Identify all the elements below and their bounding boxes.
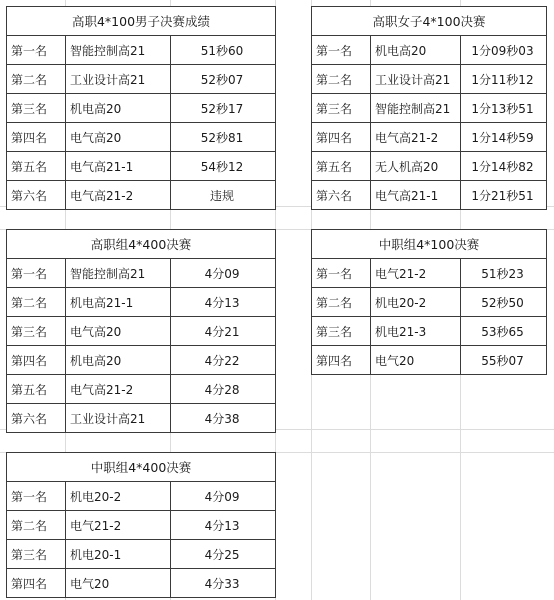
- table-row: [7, 94, 276, 123]
- table-title: 中职组4*400决赛: [7, 453, 276, 482]
- team-cell: 电气高21-1: [371, 181, 461, 210]
- team-cell: 工业设计高21: [371, 65, 461, 94]
- table-row: [312, 259, 547, 288]
- rank-cell: 第三名: [312, 94, 371, 123]
- table-row: [7, 317, 276, 346]
- rank-cell: 第四名: [7, 569, 66, 598]
- team-cell: 机电高20: [371, 36, 461, 65]
- table-row: [312, 94, 547, 123]
- table-row: [7, 569, 276, 598]
- rank-cell: 第二名: [312, 288, 371, 317]
- rank-cell: 第三名: [7, 94, 66, 123]
- time-cell: 52秒50: [461, 288, 547, 317]
- table-row: [312, 317, 547, 346]
- table-row: [7, 36, 276, 65]
- team-cell: 电气高21-2: [66, 375, 171, 404]
- team-cell: 机电20-1: [66, 540, 171, 569]
- table-row: [7, 152, 276, 181]
- rank-cell: 第三名: [7, 317, 66, 346]
- rank-cell: 第六名: [7, 404, 66, 433]
- rank-cell: 第一名: [7, 259, 66, 288]
- time-cell: 4分09: [171, 482, 276, 511]
- rank-cell: 第四名: [7, 123, 66, 152]
- rank-cell: 第一名: [312, 36, 371, 65]
- rank-cell: 第二名: [7, 288, 66, 317]
- time-cell: 4分21: [171, 317, 276, 346]
- team-cell: 电气20: [66, 569, 171, 598]
- team-cell: 机电高21-1: [66, 288, 171, 317]
- rank-cell: 第二名: [7, 65, 66, 94]
- rank-cell: 第三名: [7, 540, 66, 569]
- team-cell: 电气高20: [66, 123, 171, 152]
- results-table-high-men-4x100: [6, 6, 276, 210]
- table-row: [7, 375, 276, 404]
- table-row: [7, 404, 276, 433]
- team-cell: 智能控制高21: [371, 94, 461, 123]
- team-cell: 电气高21-1: [66, 152, 171, 181]
- table-row: [312, 123, 547, 152]
- table-row: [7, 65, 276, 94]
- table-row: [7, 181, 276, 210]
- time-cell: 4分33: [171, 569, 276, 598]
- rank-cell: 第四名: [7, 346, 66, 375]
- team-cell: 机电20-2: [66, 482, 171, 511]
- time-cell: 4分38: [171, 404, 276, 433]
- team-cell: 工业设计高21: [66, 404, 171, 433]
- table-row: [7, 540, 276, 569]
- team-cell: 工业设计高21: [66, 65, 171, 94]
- rank-cell: 第五名: [7, 152, 66, 181]
- team-cell: 电气高21-2: [66, 181, 171, 210]
- rank-cell: 第六名: [7, 181, 66, 210]
- time-cell: 4分13: [171, 288, 276, 317]
- table-title: 高职组4*400决赛: [7, 230, 276, 259]
- team-cell: 电气高20: [66, 317, 171, 346]
- time-cell: 54秒12: [171, 152, 276, 181]
- time-cell: 1分09秒03: [461, 36, 547, 65]
- time-cell: 1分11秒12: [461, 65, 547, 94]
- rank-cell: 第一名: [7, 482, 66, 511]
- table-row: [312, 36, 547, 65]
- team-cell: 电气21-2: [371, 259, 461, 288]
- time-cell: 1分14秒59: [461, 123, 547, 152]
- rank-cell: 第五名: [7, 375, 66, 404]
- team-cell: 智能控制高21: [66, 259, 171, 288]
- time-cell: 4分28: [171, 375, 276, 404]
- time-cell: 52秒07: [171, 65, 276, 94]
- time-cell: 1分14秒82: [461, 152, 547, 181]
- time-cell: 51秒23: [461, 259, 547, 288]
- table-row: [7, 482, 276, 511]
- rank-cell: 第六名: [312, 181, 371, 210]
- team-cell: 机电高20: [66, 94, 171, 123]
- results-table-high-women-4x100: [311, 6, 547, 210]
- table-title: 高职女子4*100决赛: [312, 7, 547, 36]
- table-row: [7, 346, 276, 375]
- results-table-secondary-4x100: [311, 229, 547, 375]
- team-cell: 电气高21-2: [371, 123, 461, 152]
- rank-cell: 第五名: [312, 152, 371, 181]
- time-cell: 4分25: [171, 540, 276, 569]
- team-cell: 电气20: [371, 346, 461, 375]
- time-cell: 51秒60: [171, 36, 276, 65]
- time-cell: 1分13秒51: [461, 94, 547, 123]
- time-cell: 4分13: [171, 511, 276, 540]
- team-cell: 无人机高20: [371, 152, 461, 181]
- team-cell: 机电高20: [66, 346, 171, 375]
- team-cell: 电气21-2: [66, 511, 171, 540]
- table-row: [312, 346, 547, 375]
- table-title: 高职4*100男子决赛成绩: [7, 7, 276, 36]
- table-row: [7, 123, 276, 152]
- results-table-high-4x400: [6, 229, 276, 433]
- results-table-secondary-4x400: [6, 452, 276, 598]
- time-cell: 53秒65: [461, 317, 547, 346]
- time-cell: 52秒81: [171, 123, 276, 152]
- rank-cell: 第四名: [312, 346, 371, 375]
- table-row: [312, 152, 547, 181]
- table-row: [312, 181, 547, 210]
- rank-cell: 第三名: [312, 317, 371, 346]
- time-cell: 52秒17: [171, 94, 276, 123]
- team-cell: 机电21-3: [371, 317, 461, 346]
- table-row: [7, 511, 276, 540]
- team-cell: 智能控制高21: [66, 36, 171, 65]
- table-title: 中职组4*100决赛: [312, 230, 547, 259]
- table-row: [7, 288, 276, 317]
- table-row: [312, 65, 547, 94]
- table-row: [312, 288, 547, 317]
- team-cell: 机电20-2: [371, 288, 461, 317]
- rank-cell: 第二名: [7, 511, 66, 540]
- rank-cell: 第一名: [7, 36, 66, 65]
- table-row: [7, 259, 276, 288]
- rank-cell: 第一名: [312, 259, 371, 288]
- time-cell: 4分09: [171, 259, 276, 288]
- time-cell: 55秒07: [461, 346, 547, 375]
- rank-cell: 第二名: [312, 65, 371, 94]
- rank-cell: 第四名: [312, 123, 371, 152]
- time-cell: 违规: [171, 181, 276, 210]
- time-cell: 4分22: [171, 346, 276, 375]
- time-cell: 1分21秒51: [461, 181, 547, 210]
